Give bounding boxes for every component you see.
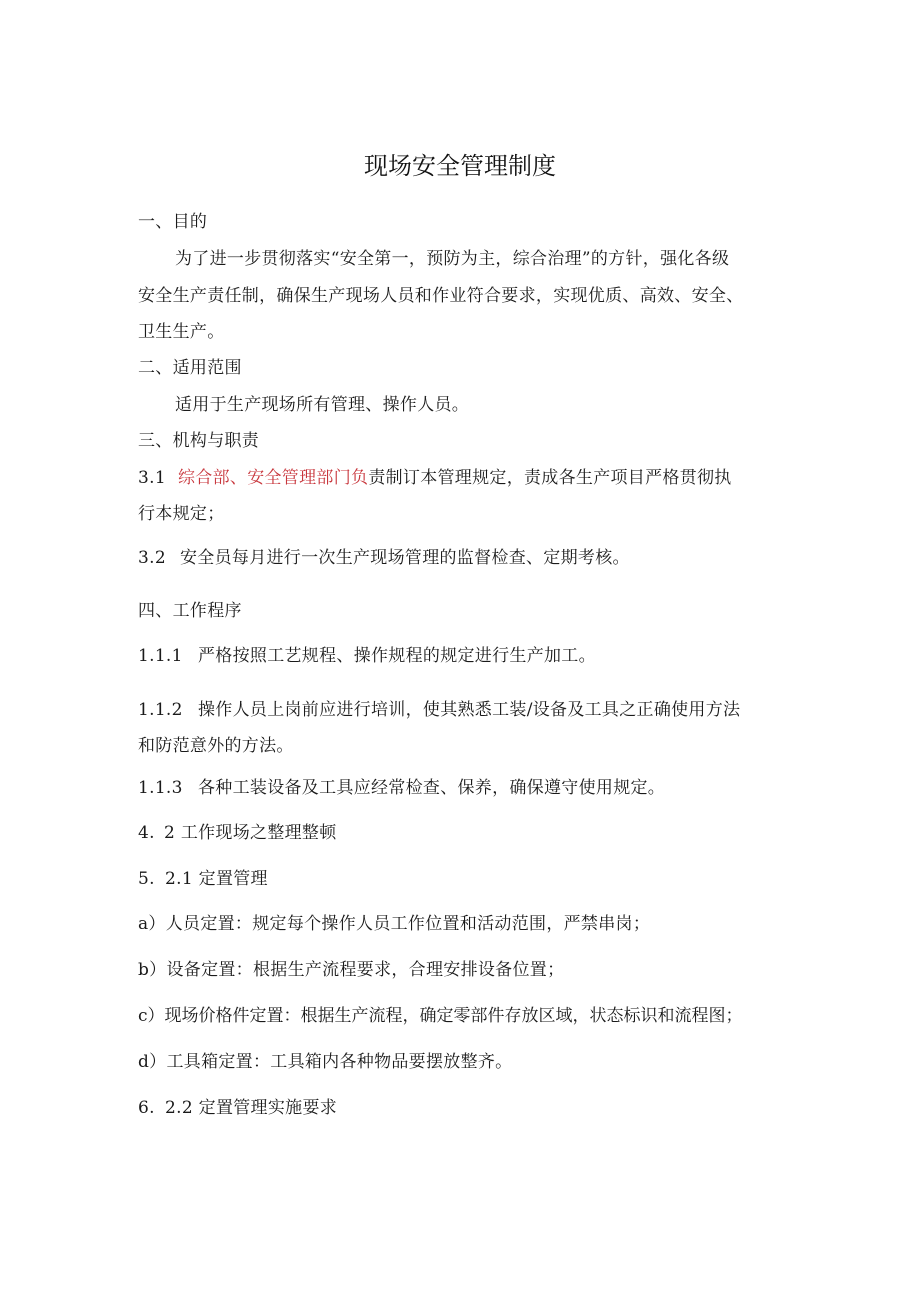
list-item-a: a）人员定置：规定每个操作人员工作位置和活动范围，严禁串岗； [138,914,651,934]
item-5-number: 5. [138,869,155,889]
item-1-1-1-number: 1.1.1 [138,646,183,666]
item-5-text: 2.1 定置管理 [165,869,268,889]
item-6 [138,1098,337,1118]
item-4 [138,823,337,843]
list-item-d: d）工具箱定置：工具箱内各种物品要摆放整齐。 [138,1052,513,1072]
section-heading-scope: 二、适用范围 [138,358,242,378]
item-3-1-number: 3.1 [138,468,166,488]
item-3-1-text: 责制订本管理规定，责成各生产项目严格贯彻执 [368,468,732,488]
item-1-1-2-line-2: 和防范意外的方法。 [138,736,294,756]
purpose-paragraph-line-2: 安全生产责任制，确保生产现场人员和作业符合要求，实现优质、高效、安全、 [138,286,744,306]
item-5 [138,869,268,889]
item-4-number: 4. [138,823,155,843]
item-1-1-3-text: 各种工装设备及工具应经常检查、保养，确保遵守使用规定。 [198,778,666,798]
section-heading-purpose: 一、目的 [138,212,208,232]
item-3-2 [138,548,630,568]
item-3-2-number: 3.2 [138,548,166,568]
purpose-paragraph-line-1: 为了进一步贯彻落实“安全第一，预防为主，综合治理”的方针，强化各级 [175,249,730,269]
item-3-2-text: 安全员每月进行一次生产现场管理的监督检查、定期考核。 [180,548,630,568]
list-item-b: b）设备定置：根据生产流程要求，合理安排设备位置； [138,960,565,980]
item-4-text: 2 工作现场之整理整顿 [164,823,337,843]
item-1-1-2 [138,700,740,720]
section-heading-organization: 三、机构与职责 [138,431,260,451]
list-item-c: c）现场价格件定置：根据生产流程，确定零部件存放区域，状态标识和流程图； [138,1006,743,1026]
scope-paragraph: 适用于生产现场所有管理、操作人员。 [175,395,470,415]
item-1-1-2-text: 操作人员上岗前应进行培训，使其熟悉工装/设备及工具之正确使用方法 [198,700,741,720]
item-3-1-line-2: 行本规定； [138,504,225,524]
item-3-1-highlight-text: 综合部、安全管理部门负 [178,468,369,488]
item-1-1-2-number: 1.1.2 [138,700,183,720]
page-title: 现场安全管理制度 [364,152,556,180]
item-6-text: 2.2 定置管理实施要求 [165,1098,338,1118]
item-1-1-3-number: 1.1.3 [138,778,183,798]
item-6-number: 6. [138,1098,155,1118]
section-heading-procedure: 四、工作程序 [138,601,242,621]
item-1-1-1 [138,646,596,666]
purpose-paragraph-line-3: 卫生生产。 [138,322,225,342]
item-1-1-3 [138,778,665,798]
item-1-1-1-text: 严格按照工艺规程、操作规程的规定进行生产加工。 [198,646,596,666]
item-3-1 [138,468,732,488]
